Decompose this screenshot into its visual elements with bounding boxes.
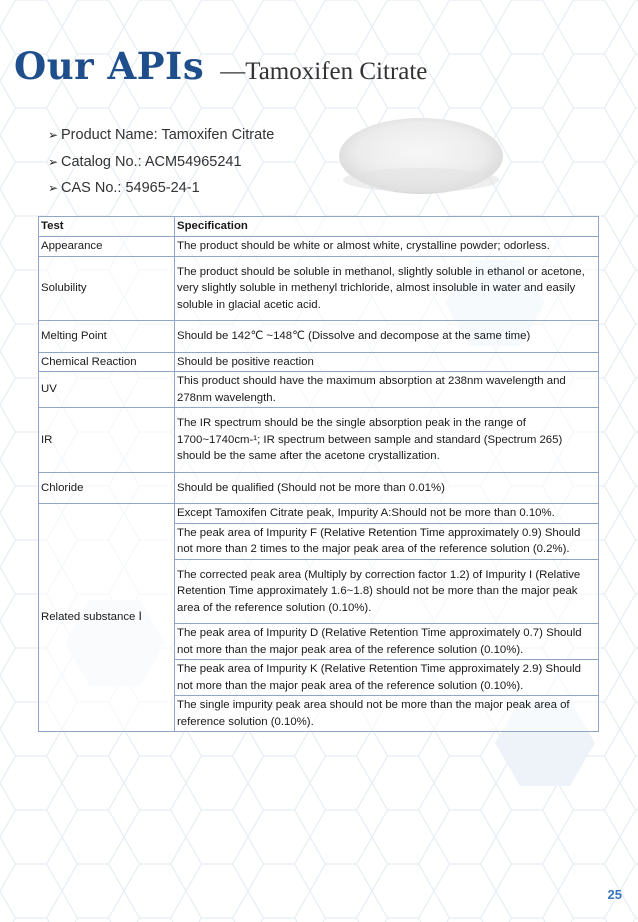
table-row [39, 321, 599, 353]
catalog-no-text: Catalog No.: ACM54965241 [61, 153, 242, 170]
cas-no-text: CAS No.: 54965-24-1 [61, 180, 200, 196]
arrow-bullet-icon: ➢ [48, 154, 59, 169]
spec-cell: The peak area of Impurity D (Relative Retention Time approximately 0.7) Should not more than the major peak area of the reference solution (0.10%). [175, 624, 599, 660]
test-cell: Chloride [39, 472, 175, 504]
test-cell: IR [39, 408, 175, 473]
test-cell: Appearance [39, 237, 175, 257]
table-row [39, 372, 599, 408]
product-name-item [48, 122, 274, 149]
product-name-text: Product Name: Tamoxifen Citrate [61, 127, 275, 143]
table-row [39, 237, 599, 257]
product-info-list [48, 122, 274, 202]
specification-table [38, 216, 599, 732]
table-row [39, 408, 599, 473]
spec-cell: The product should be white or almost white, crystalline powder; odorless. [175, 237, 599, 257]
related-substance-cell: Related substance Ⅰ [39, 504, 175, 732]
spec-cell: The peak area of Impurity F (Relative Retention Time approximately 0.9) Should not more than 2 times to the major peak area of the reference solution (0.2%). [175, 523, 599, 559]
table-row [39, 352, 599, 372]
arrow-bullet-icon: ➢ [48, 128, 59, 142]
spec-cell: Should be 142℃ ~148℃ (Dissolve and decompose at the same time) [175, 321, 599, 353]
header-specification: Specification [175, 217, 599, 237]
test-cell: Chemical Reaction [39, 352, 175, 372]
page-title [14, 44, 427, 88]
spec-cell: Should be qualified (Should not be more than 0.01%) [175, 472, 599, 504]
test-cell: UV [39, 372, 175, 408]
table-header-row [39, 217, 599, 237]
powder-image [336, 110, 506, 196]
spec-cell: The single impurity peak area should not be more than the major peak area of reference solution (0.10%). [175, 696, 599, 732]
spec-cell: The peak area of Impurity K (Relative Retention Time approximately 2.9) Should not more than the major peak area of the reference solution (0.10%). [175, 660, 599, 696]
spec-cell: Should be positive reaction [175, 352, 599, 372]
test-cell: Melting Point [39, 321, 175, 353]
spec-cell: The corrected peak area (Multiply by correction factor 1.2) of Impurity I (Relative Retention Time approximately 1.6~1.8) should not be more than the major peak area of the reference solution (0.10%). [175, 559, 599, 624]
spec-cell: This product should have the maximum absorption at 238nm wavelength and 278nm wavelength. [175, 372, 599, 408]
table-row [39, 504, 599, 524]
table-row [39, 256, 599, 321]
test-cell: Solubility [39, 256, 175, 321]
page-number: 25 [607, 887, 622, 902]
table-row [39, 472, 599, 504]
spec-cell: Except Tamoxifen Citrate peak, Impurity A:Should not be more than 0.10%. [175, 504, 599, 524]
spec-cell: The IR spectrum should be the single absorption peak in the range of 1700~1740cm-¹; IR spectrum between sample and standard (Spectrum 265) should be the same after the acetone crystallization. [175, 408, 599, 473]
title-main: Our APIs [14, 44, 205, 88]
arrow-bullet-icon: ➢ [48, 181, 59, 195]
catalog-no-item [48, 149, 274, 176]
title-subtitle: —Tamoxifen Citrate [220, 58, 428, 85]
cas-no-item [48, 175, 274, 202]
header-test: Test [39, 217, 175, 237]
spec-cell: The product should be soluble in methanol, slightly soluble in ethanol or acetone, very slightly soluble in methenyl trichloride, almost insoluble in water and easily soluble in glacial acetic acid. [175, 256, 599, 321]
